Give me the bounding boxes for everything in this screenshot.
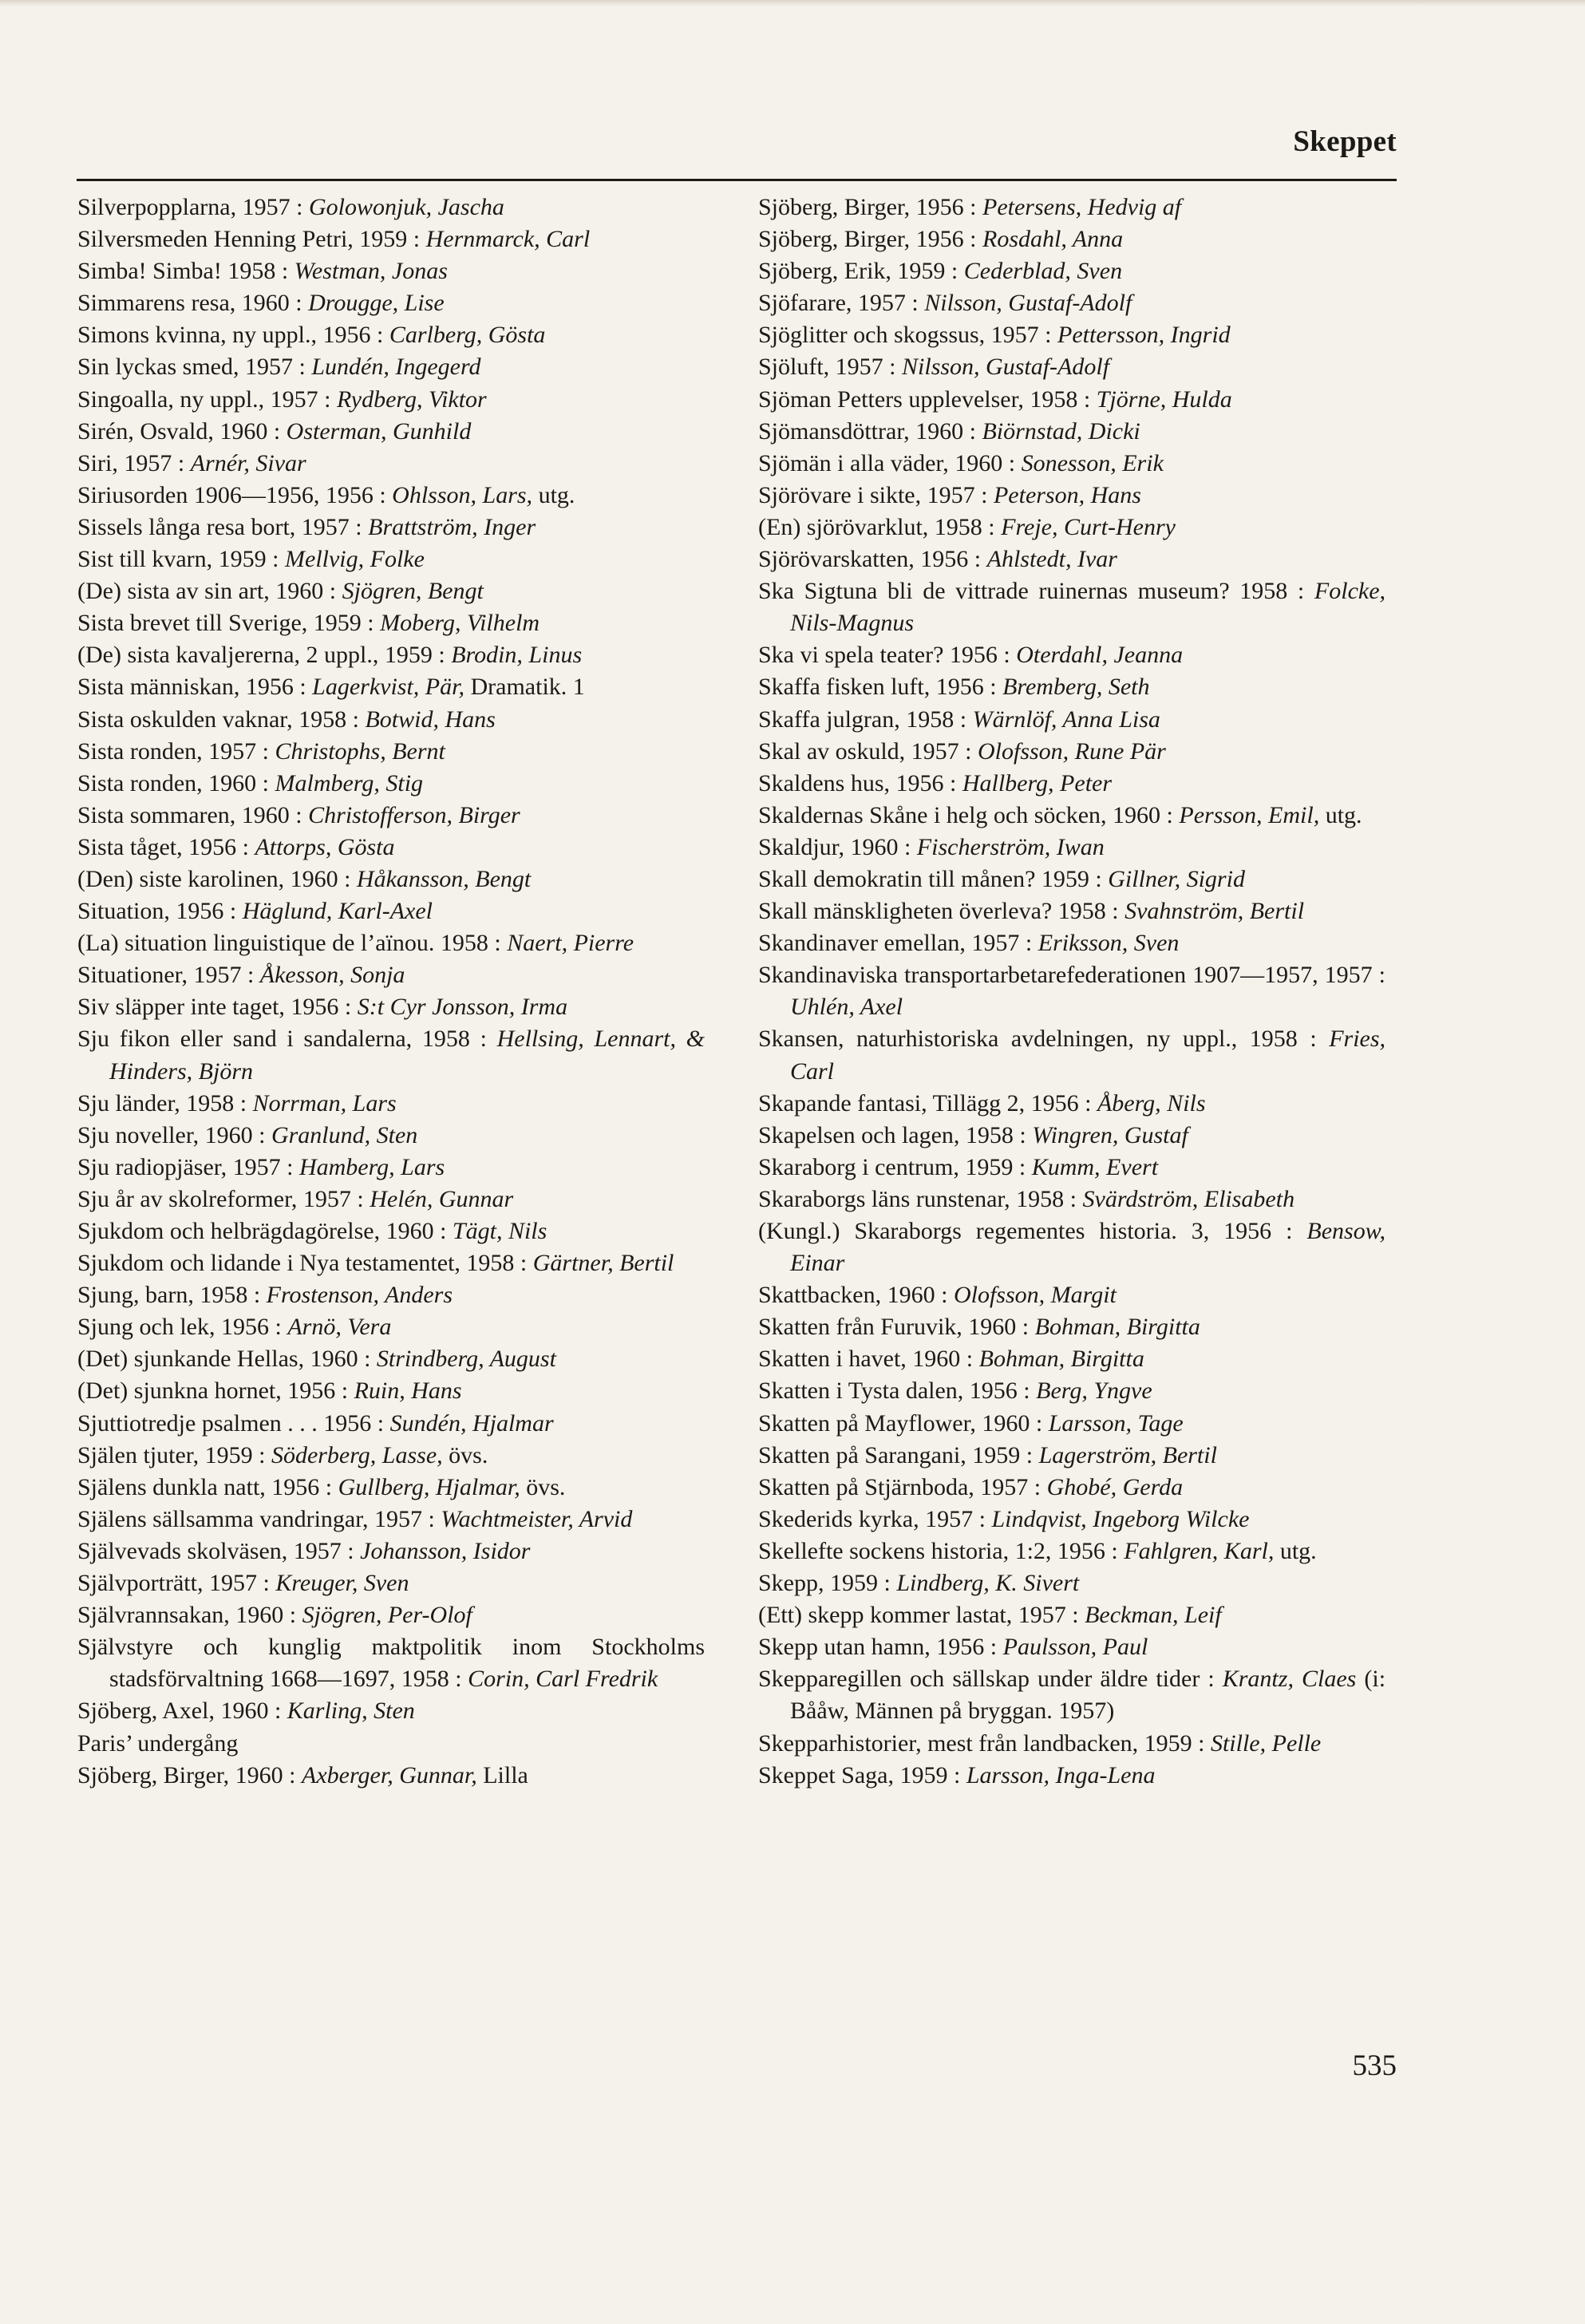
entry-title: Siriusorden 1906—1956, 1956 : (77, 481, 386, 508)
entry-author: Wingren, Gustaf (1032, 1121, 1188, 1148)
index-entry (758, 1215, 1385, 1279)
paper-edge (0, 0, 1585, 6)
entry-title: Självstyre och kunglig maktpolitik inom Stockholms stadsförvaltning 1668—1697, 1958 : (77, 1634, 705, 1693)
entry-title: Skellefte sockens historia, 1:2, 1956 : (758, 1537, 1118, 1564)
entry-author: Persson, Emil, (1179, 801, 1320, 828)
entry-author: Kreuger, Sven (275, 1570, 409, 1597)
entry-author: Fahlgren, Karl, (1124, 1537, 1275, 1564)
entry-author: Hamberg, Lars (298, 1153, 445, 1180)
index-entry (758, 704, 1385, 736)
entry-author: Moberg, Vilhelm (380, 610, 540, 637)
index-entry (77, 1184, 705, 1215)
header-rule (77, 179, 1397, 181)
right-column (758, 192, 1385, 1792)
entry-suffix: Lilla (476, 1761, 528, 1788)
index-entry (77, 736, 705, 768)
entry-author: Brodin, Linus (451, 642, 583, 669)
entry-title: Simons kvinna, ny uppl., 1956 : (77, 322, 384, 349)
entry-author: Drougge, Lise (308, 290, 445, 317)
entry-author: Attorps, Gösta (255, 833, 395, 860)
index-entry (758, 639, 1385, 671)
entry-author: Arnö, Vera (287, 1314, 392, 1341)
entry-author: Larsson, Tage (1048, 1409, 1184, 1437)
index-entry (758, 864, 1385, 895)
entry-author: Brattström, Inger (368, 513, 536, 540)
entry-title: Skatten i Tysta dalen, 1956 : (758, 1377, 1030, 1405)
index-entry (77, 287, 705, 319)
index-entry (758, 1184, 1385, 1215)
entry-title: Skaldjur, 1960 : (758, 833, 911, 860)
index-entry (77, 223, 705, 255)
index-entry (77, 1279, 705, 1311)
index-entry (77, 704, 705, 736)
index-entry (77, 255, 705, 287)
entry-author: Olofsson, Margit (953, 1282, 1117, 1309)
entry-suffix: övs. (520, 1473, 566, 1500)
entry-author: Tjörne, Hulda (1096, 385, 1232, 413)
index-entry (758, 1311, 1385, 1343)
entry-author: Oterdahl, Jeanna (1016, 642, 1184, 669)
index-entry (77, 448, 705, 480)
entry-title: Sjöman Petters upplevelser, 1958 : (758, 385, 1091, 413)
entry-author: Tägt, Nils (452, 1218, 547, 1244)
index-entry (758, 1408, 1385, 1440)
entry-author: Arnér, Sivar (190, 449, 306, 476)
entry-author: Ghobé, Gerda (1046, 1473, 1184, 1500)
index-entry (758, 1663, 1385, 1727)
index-entry (758, 543, 1385, 575)
index-entry (77, 1760, 705, 1792)
index-entry (758, 287, 1385, 319)
entry-author: Bohman, Birgitta (1034, 1314, 1200, 1341)
entry-title: Sju år av skolreformer, 1957 : (77, 1185, 364, 1212)
entry-author: Lundén, Ingegerd (311, 354, 481, 381)
entry-author: Beckman, Leif (1085, 1602, 1222, 1629)
index-entry (758, 448, 1385, 480)
index-entry (758, 1152, 1385, 1184)
entry-title: Sjöberg, Axel, 1960 : (77, 1698, 282, 1725)
index-entry (77, 319, 705, 351)
index-entry (77, 895, 705, 927)
entry-title: Skepparegillen och sällskap under äldre tider : (758, 1666, 1215, 1693)
entry-title: Skatten i havet, 1960 : (758, 1346, 974, 1373)
entry-title: Skatten från Furuvik, 1960 : (758, 1314, 1030, 1341)
entry-author: Osterman, Gunhild (286, 417, 472, 445)
index-entry (77, 512, 705, 543)
entry-author: Christofferson, Birger (308, 801, 520, 828)
page-number: 535 (1352, 2049, 1397, 2082)
index-entry (77, 1375, 705, 1407)
entry-author: Sonesson, Erik (1021, 449, 1164, 476)
entry-title: Sin lyckas smed, 1957 : (77, 354, 306, 381)
entry-author: Naert, Pierre (507, 930, 634, 957)
entry-title: Skederids kyrka, 1957 : (758, 1505, 986, 1532)
index-entry (758, 768, 1385, 800)
entry-author: Gärtner, Bertil (532, 1250, 674, 1277)
entry-title: Sjöglitter och skogssus, 1957 : (758, 322, 1052, 349)
entry-title: Skatten på Mayflower, 1960 : (758, 1409, 1043, 1437)
entry-title: Sjöberg, Erik, 1959 : (758, 258, 959, 285)
entry-title: Självporträtt, 1957 : (77, 1570, 270, 1597)
entry-title: Skatten på Sarangani, 1959 : (758, 1441, 1034, 1468)
entry-author: Biörnstad, Dicki (982, 417, 1140, 445)
index-entry (758, 575, 1385, 639)
entry-author: Bensow, Einar (790, 1218, 1385, 1277)
entry-author: Sjögren, Bengt (342, 578, 484, 605)
entry-title: Sist till kvarn, 1959 : (77, 546, 279, 573)
index-entry (77, 351, 705, 383)
entry-title: Sjöberg, Birger, 1960 : (77, 1761, 296, 1788)
entry-title: Själens sällsamma vandringar, 1957 : (77, 1505, 435, 1532)
entry-title: Sjöberg, Birger, 1956 : (758, 226, 977, 253)
entry-author: Peterson, Hans (993, 481, 1141, 508)
index-entry (77, 864, 705, 895)
entry-title: Paris’ undergång (77, 1729, 239, 1757)
entry-author: Hernmarck, Carl (425, 226, 591, 253)
entry-title: Skatten på Stjärnboda, 1957 : (758, 1473, 1042, 1500)
index-entry (758, 351, 1385, 383)
entry-title: Situation, 1956 : (77, 898, 237, 925)
entry-title: (Det) sjunkande Hellas, 1960 : (77, 1346, 371, 1373)
index-entry (77, 1247, 705, 1279)
index-entry (77, 927, 705, 959)
index-entry (77, 416, 705, 448)
entry-author: Axberger, Gunnar, (302, 1761, 477, 1788)
entry-author: Kumm, Evert (1031, 1153, 1159, 1180)
entry-title: Skepp utan hamn, 1956 : (758, 1634, 998, 1661)
entry-author: Olofsson, Rune Pär (978, 737, 1166, 765)
entry-title: Sjukdom och helbrägdagörelse, 1960 : (77, 1218, 447, 1244)
entry-author: Håkansson, Bengt (356, 865, 532, 892)
index-entry (758, 671, 1385, 703)
index-entry (758, 927, 1385, 959)
entry-title: Sjukdom och lidande i Nya testamentet, 1958 : (77, 1250, 528, 1277)
entry-author: Pettersson, Ingrid (1057, 322, 1231, 349)
entry-suffix: Dramatik. 1 (464, 674, 585, 701)
entry-author: Söderberg, Lasse, (271, 1441, 443, 1468)
index-entry (758, 736, 1385, 768)
entry-title: (Den) siste karolinen, 1960 : (77, 865, 351, 892)
entry-title: (De) sista kavaljererna, 2 uppl., 1959 : (77, 642, 445, 669)
index-entry (758, 1631, 1385, 1663)
entry-title: Skandinaviska transportarbetarefederationen 1907—1957, 1957 : (758, 962, 1385, 989)
entry-author: Svahnström, Bertil (1125, 898, 1305, 925)
index-entry (77, 1695, 705, 1727)
entry-author: Åkesson, Sonja (259, 962, 405, 989)
entry-author: Hallberg, Peter (962, 769, 1113, 796)
entry-title: Sjömän i alla väder, 1960 : (758, 449, 1016, 476)
index-entry (77, 832, 705, 864)
index-entry (758, 416, 1385, 448)
index-entry (758, 1088, 1385, 1120)
index-entry (758, 192, 1385, 223)
entry-author: Fries, Carl (790, 1026, 1386, 1085)
entry-author: Nilsson, Gustaf-Adolf (902, 354, 1110, 381)
entry-title: Simba! Simba! 1958 : (77, 258, 289, 285)
entry-title: Sju länder, 1958 : (77, 1089, 247, 1117)
entry-author: Krantz, Claes (1222, 1666, 1357, 1693)
entry-title: Sista människan, 1956 : (77, 674, 306, 701)
entry-author: Carlberg, Gösta (389, 322, 546, 349)
index-entry (758, 1343, 1385, 1375)
entry-author: Larsson, Inga-Lena (966, 1761, 1156, 1788)
entry-author: Lindqvist, Ingeborg Wilcke (991, 1505, 1250, 1532)
entry-author: Frostenson, Anders (266, 1282, 453, 1309)
entry-title: Sju radiopjäser, 1957 : (77, 1153, 294, 1180)
index-entry (77, 1152, 705, 1184)
entry-author: Karling, Sten (287, 1698, 415, 1725)
index-entry (758, 959, 1385, 1023)
entry-title: Singoalla, ny uppl., 1957 : (77, 385, 331, 413)
entry-author: Stille, Pelle (1210, 1729, 1322, 1757)
entry-author: Ruin, Hans (354, 1377, 462, 1405)
entry-title: Sista ronden, 1957 : (77, 737, 269, 765)
entry-title: Självrannsakan, 1960 : (77, 1602, 297, 1629)
entry-author: Malmberg, Stig (275, 769, 424, 796)
entry-title: Skaraborgs läns runstenar, 1958 : (758, 1185, 1077, 1212)
entry-title: Skaldens hus, 1956 : (758, 769, 957, 796)
entry-title: Sjörövarskatten, 1956 : (758, 546, 982, 573)
entry-author: Paulsson, Paul (1002, 1634, 1148, 1661)
index-entry (758, 1504, 1385, 1536)
entry-author: Wachtmeister, Arvid (441, 1505, 633, 1532)
entry-title: Skaffa fisken luft, 1956 : (758, 674, 997, 701)
entry-title: (Kungl.) Skaraborgs regementes historia. 3, 1956 : (758, 1218, 1293, 1244)
index-entry (77, 1504, 705, 1536)
index-entry (758, 832, 1385, 864)
entry-author: Westman, Jonas (294, 258, 448, 285)
entry-title: Sista tåget, 1956 : (77, 833, 249, 860)
entry-title: Silversmeden Henning Petri, 1959 : (77, 226, 421, 253)
index-entry (758, 1023, 1385, 1087)
index-entry (758, 480, 1385, 512)
index-entry (77, 1343, 705, 1375)
entry-author: Fischerström, Iwan (916, 833, 1105, 860)
entry-author: Lagerkvist, Pär, (312, 674, 464, 701)
entry-author: Ohlsson, Lars, (392, 481, 533, 508)
entry-title: (De) sista av sin art, 1960 : (77, 578, 337, 605)
entry-title: Siri, 1957 : (77, 449, 185, 476)
entry-author: Strindberg, August (376, 1346, 556, 1373)
index-entry (77, 1631, 705, 1695)
entry-author: Svärdström, Elisabeth (1082, 1185, 1295, 1212)
entry-title: Silverpopplarna, 1957 : (77, 194, 303, 220)
index-entry (758, 1120, 1385, 1152)
index-entry (77, 1120, 705, 1152)
entry-author: Johansson, Isidor (360, 1537, 531, 1564)
entry-title: Situationer, 1957 : (77, 962, 255, 989)
index-entry (77, 959, 705, 991)
entry-author: Petersens, Hedvig af (982, 194, 1182, 220)
entry-author: S:t Cyr Jonsson, Irma (357, 994, 568, 1021)
entry-author: Uhlén, Axel (790, 994, 903, 1021)
entry-author: Gillner, Sigrid (1108, 865, 1245, 892)
entry-title: Skandinaver emellan, 1957 : (758, 930, 1033, 957)
entry-title: Skaldernas Skåne i helg och söcken, 1960 : (758, 801, 1173, 828)
entry-title: Skepparhistorier, mest från landbacken, 1959 : (758, 1729, 1205, 1757)
index-entry (77, 1408, 705, 1440)
entry-title: Sjöluft, 1957 : (758, 354, 896, 381)
index-entry (77, 575, 705, 607)
index-entry (758, 1472, 1385, 1504)
index-entry (758, 800, 1385, 832)
index-entry (758, 1375, 1385, 1407)
entry-author: Mellvig, Folke (285, 546, 425, 573)
entry-title: Skeppet Saga, 1959 : (758, 1761, 961, 1788)
entry-title: Sista brevet till Sverige, 1959 : (77, 610, 374, 637)
entry-author: Sundén, Hjalmar (389, 1409, 554, 1437)
index-entry (77, 639, 705, 671)
entry-suffix: (i: Bååw, Männen på bryggan. 1957) (790, 1666, 1386, 1725)
index-entry (77, 1536, 705, 1567)
entry-title: (En) sjörövarklut, 1958 : (758, 513, 995, 540)
entry-title: Självevads skolväsen, 1957 : (77, 1537, 354, 1564)
entry-author: Granlund, Sten (271, 1121, 418, 1148)
index-entry (77, 543, 705, 575)
index-entry (758, 384, 1385, 416)
entry-title: Ska vi spela teater? 1956 : (758, 642, 1010, 669)
index-entry (758, 1728, 1385, 1760)
index-entry (758, 255, 1385, 287)
entry-author: Corin, Carl Fredrik (468, 1666, 658, 1693)
index-entry (77, 1088, 705, 1120)
entry-author: Ahlstedt, Ivar (986, 546, 1117, 573)
entry-author: Norrman, Lars (252, 1089, 397, 1117)
entry-title: Sjung och lek, 1956 : (77, 1314, 282, 1341)
entry-author: Folcke, Nils-Magnus (790, 578, 1386, 637)
entry-title: Sista sommaren, 1960 : (77, 801, 302, 828)
index-entry (77, 1311, 705, 1343)
entry-title: Sirén, Osvald, 1960 : (77, 417, 281, 445)
entry-title: Sju noveller, 1960 : (77, 1121, 266, 1148)
entry-title: Skall demokratin till månen? 1959 : (758, 865, 1102, 892)
left-column (77, 192, 705, 1792)
entry-author: Rosdahl, Anna (982, 226, 1124, 253)
entry-title: Skapande fantasi, Tillägg 2, 1956 : (758, 1089, 1092, 1117)
entry-title: Sissels långa resa bort, 1957 : (77, 513, 362, 540)
entry-title: Simmarens resa, 1960 : (77, 290, 302, 317)
entry-suffix: utg. (1319, 801, 1362, 828)
entry-author: Bohman, Birgitta (978, 1346, 1144, 1373)
index-entry (77, 1567, 705, 1599)
index-entry (758, 319, 1385, 351)
entry-author: Wärnlöf, Anna Lisa (972, 706, 1160, 733)
entry-author: Lindberg, K. Sivert (896, 1570, 1080, 1597)
entry-author: Botwid, Hans (365, 706, 496, 733)
index-entry (758, 1760, 1385, 1792)
index-entry (758, 1536, 1385, 1567)
index-entry (758, 1599, 1385, 1631)
index-entry (77, 800, 705, 832)
entry-title: Skaffa julgran, 1958 : (758, 706, 967, 733)
entry-author: Cederblad, Sven (963, 258, 1123, 285)
entry-title: Skepp, 1959 : (758, 1570, 891, 1597)
entry-suffix: utg. (1274, 1537, 1317, 1564)
entry-author: Golowonjuk, Jascha (308, 194, 504, 220)
index-entry (758, 1567, 1385, 1599)
entry-author: Gullberg, Hjalmar, (338, 1473, 520, 1500)
index-entry (77, 1728, 705, 1760)
entry-author: Berg, Yngve (1036, 1377, 1152, 1405)
entry-title: Sjuttiotredje psalmen . . . 1956 : (77, 1409, 385, 1437)
entry-suffix: övs. (442, 1441, 488, 1468)
entry-title: Sjörövare i sikte, 1957 : (758, 481, 988, 508)
section-title: Skeppet (1293, 125, 1397, 158)
entry-title: Sjung, barn, 1958 : (77, 1282, 261, 1309)
entry-title: (Det) sjunkna hornet, 1956 : (77, 1377, 349, 1405)
index-entry (77, 1472, 705, 1504)
entry-title: (Ett) skepp kommer lastat, 1957 : (758, 1602, 1079, 1629)
entry-title: Ska Sigtuna bli de vittrade ruinernas museum? 1958 : (758, 578, 1305, 605)
index-entry (77, 1599, 705, 1631)
index-entry (758, 1440, 1385, 1472)
entry-author: Häglund, Karl-Axel (242, 898, 433, 925)
entry-title: Sjömansdöttrar, 1960 : (758, 417, 976, 445)
entry-title: Sjöfarare, 1957 : (758, 290, 919, 317)
entry-title: Skall mänskligheten överleva? 1958 : (758, 898, 1119, 925)
index-entry (77, 1023, 705, 1087)
index-entry (758, 512, 1385, 543)
entry-title: Sjöberg, Birger, 1956 : (758, 194, 977, 220)
entry-title: Skapelsen och lagen, 1958 : (758, 1121, 1026, 1148)
index-entry (77, 384, 705, 416)
entry-title: Skattbacken, 1960 : (758, 1282, 948, 1309)
index-entry (758, 895, 1385, 927)
entry-title: Sista oskulden vaknar, 1958 : (77, 706, 359, 733)
entry-title: Skansen, naturhistoriska avdelningen, ny uppl., 1958 : (758, 1026, 1317, 1053)
index-entry (77, 192, 705, 223)
entry-title: Själens dunkla natt, 1956 : (77, 1473, 333, 1500)
index-entry (77, 1440, 705, 1472)
index-entry (77, 991, 705, 1023)
index-entry (77, 671, 705, 703)
index-entry (77, 768, 705, 800)
entry-author: Eriksson, Sven (1038, 930, 1180, 957)
entry-author: Bremberg, Seth (1002, 674, 1150, 701)
entry-author: Helén, Gunnar (370, 1185, 514, 1212)
index-entry (77, 607, 705, 639)
entry-author: Hellsing, Lennart, & Hinders, Björn (109, 1026, 705, 1085)
entry-title: Skal av oskuld, 1957 : (758, 737, 972, 765)
entry-title: Själen tjuter, 1959 : (77, 1441, 266, 1468)
entry-title: Siv släpper inte taget, 1956 : (77, 994, 352, 1021)
entry-suffix: utg. (532, 481, 575, 508)
index-entry (77, 1215, 705, 1247)
entry-title: Skaraborg i centrum, 1959 : (758, 1153, 1026, 1180)
entry-author: Lagerström, Bertil (1038, 1441, 1217, 1468)
entry-author: Nilsson, Gustaf-Adolf (924, 290, 1132, 317)
entry-author: Freje, Curt-Henry (1001, 513, 1176, 540)
index-entry (77, 480, 705, 512)
entry-author: Sjögren, Per-Olof (302, 1602, 472, 1629)
entry-title: Sju fikon eller sand i sandalerna, 1958 : (77, 1026, 487, 1053)
entry-author: Åberg, Nils (1097, 1089, 1206, 1117)
entry-title: (La) situation linguistique de l’aïnou. 1958 : (77, 930, 501, 957)
index-entry (758, 1279, 1385, 1311)
entry-title: Sista ronden, 1960 : (77, 769, 269, 796)
entry-author: Rydberg, Viktor (337, 385, 487, 413)
index-entry (758, 223, 1385, 255)
entry-author: Christophs, Bernt (275, 737, 445, 765)
